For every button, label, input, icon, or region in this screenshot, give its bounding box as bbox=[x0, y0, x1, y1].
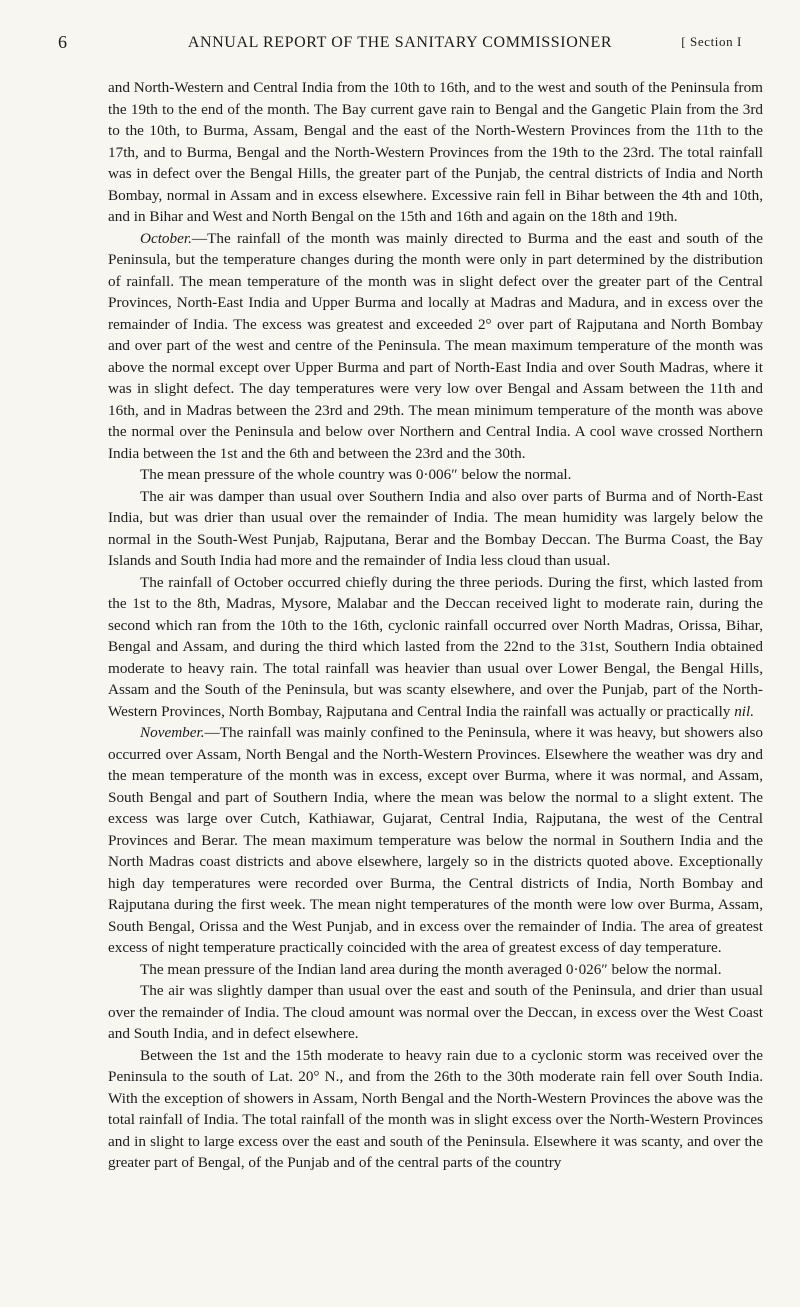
paragraph-november: November.—The rainfall was mainly confined to the Peninsula, where it was heavy, but showers also occurred over Assam, North Bengal and the North-Western Provinces. Elsewhere the weather was dry and the mean temperature of the month was in excess, except over Burma, where it was normal, and Assam, South Bengal and part of Southern India, where the mean was below the normal to a slight extent. The excess was large over Cutch, Kathiawar, Gujarat, Central India, Rajputana, the west of the Central Provinces and Berar. The mean maximum temperature was below the normal in Southern India and the North Madras coast districts and above elsewhere, largely so in the districts quoted above. Exceptionally high day temperatures were recorded over Burma, the Central districts of India, North Bombay and Rajputana during the first week. The mean night temperatures of the month were low over Burma, Assam, South Bengal, Orissa and the West Punjab, and in excess over the remainder of India. The area of greatest excess of night temperature practically coincided with the area of greatest excess of day temperature. bbox=[108, 724, 763, 956]
section-marker: [ Section I bbox=[681, 34, 742, 49]
paragraph-october: October.—The rainfall of the month was mainly directed to Burma and the east and south of the Peninsula, but the temperature changes during the month were only in part determined by the distribution of rainfall. The mean temperature of the month was in slight defect over the greater part of the Central Provinces, North-East India and Upper Burma and locally at Madras and Madura, and in excess over the remainder of India. The excess was greatest and exceeded 2° over part of Rajputana and North Bombay and over part of the west and centre of the Peninsula. The mean maximum temperature of the month was above the normal except over Upper Burma and part of North-East India and over South Madras, where it was in slight defect. The day temperatures were very low over Bengal and Assam between the 11th and 16th, and in Madras between the 23rd and 29th. The mean minimum temperature of the month was above the normal over the Peninsula and below over Northern and Central India. A cool wave crossed Northern India between the 1st and the 6th and between the 23rd and the 30th. bbox=[108, 229, 763, 462]
paragraph: The mean pressure of the Indian land area during the month averaged 0·026″ below the normal. bbox=[140, 960, 722, 978]
running-header bbox=[58, 32, 742, 56]
month-heading: November. bbox=[140, 724, 205, 741]
italic-term: nil. bbox=[734, 702, 755, 720]
paragraph: The mean pressure of the whole country was 0·006″ below the normal. bbox=[140, 466, 572, 483]
page-number: 6 bbox=[58, 32, 68, 52]
paragraph: Between the 1st and the 15th moderate to heavy rain due to a cyclonic storm was received over the Peninsula to the south of Lat. 20° N., and from the 26th to the 30th moderate rain fell over South India. With the exception of showers in Assam, North Bengal and the North-Western Provinces the above was the total rainfall of India. The total rainfall of the month was in slight excess over the North-Western Provinces and in slight to large excess over the east and south of the Peninsula. Elsewhere it was scanty, and over the greater part of Bengal, of the Punjab and of the central parts of the country bbox=[108, 1046, 763, 1171]
paragraph: and North-Western and Central India from the 10th to 16th, and to the west and south of the Peninsula from the 19th to the end of the month. The Bay current gave rain to Bengal and the Gangetic Plain from the 3rd to the 10th, to Burma, Assam, Bengal and the east of the North-Western Provinces from the 11th to the 17th, and to Burma, Bengal and the North-Western Provinces from the 19th to the 23rd. The total rainfall was in defect over the Bengal Hills, the greater part of the Punjab, the central districts of India and North Bombay, normal in Assam and in excess elsewhere. Excessive rain fell in Bihar between the 4th and 10th, and in Bihar and West and North Bengal on the 15th and 16th and again on the 18th and 19th. bbox=[108, 79, 763, 225]
paragraph: The rainfall of October occurred chiefly during the three periods. During the first, which lasted from the 1st to the 8th, Madras, Mysore, Malabar and the Deccan received light to moderate rain, during the second which ran from the 10th to the 16th, cyclonic rainfall occurred over North Madras, Orissa, Bihar, Bengal and Assam, and during the third which lasted from the 22nd to the 31st, Southern India obtained moderate to heavy rain. The total rainfall was heavier than usual over Lower Bengal, the Bengal Hills, Assam and the South of the Peninsula, but was scanty elsewhere, and over the Punjab, part of the North-Western Provinces, North Bombay, Rajputana and Central India the rainfall was actually or practically nil. bbox=[108, 573, 763, 720]
month-heading: October. bbox=[140, 229, 192, 247]
report-body bbox=[108, 77, 763, 1174]
paragraph: The air was slightly damper than usual over the east and south of the Peninsula, and drier than usual over the remainder of India. The cloud amount was normal over the Deccan, in excess over the West Coast and South India, and in defect elsewhere. bbox=[108, 982, 763, 1042]
running-title: ANNUAL REPORT OF THE SANITARY COMMISSIONER bbox=[187, 34, 613, 51]
paragraph: The air was damper than usual over Southern India and also over parts of Burma and of North-East India, but was drier than usual over the remainder of India. The mean humidity was largely below the normal in the South-West Punjab, Rajputana, Berar and the Bombay Deccan. The Burma Coast, the Bay Islands and South India had more and the remainder of India less cloud than usual. bbox=[108, 487, 763, 569]
